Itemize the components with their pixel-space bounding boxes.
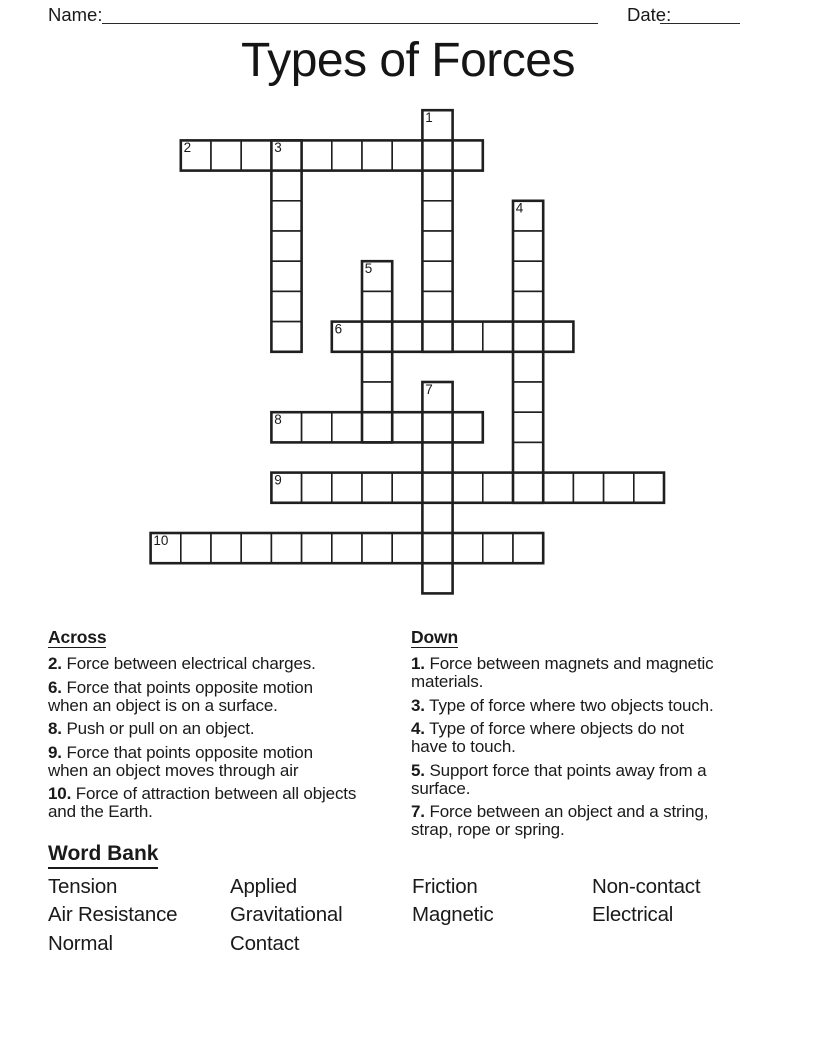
grid-clue-number: 8	[274, 412, 282, 427]
grid-clue-number: 9	[274, 472, 282, 488]
across-clues-section	[48, 629, 410, 827]
word-bank-word: Applied	[230, 875, 297, 898]
grid-cell[interactable]	[513, 382, 543, 412]
word-bank-word: Gravitational	[230, 903, 343, 927]
grid-cell[interactable]	[271, 322, 301, 352]
grid-cell[interactable]	[422, 442, 452, 472]
grid-cell[interactable]	[362, 291, 392, 321]
clue-10: 10. Force of attraction between all objects and the Earth.	[48, 784, 357, 821]
grid-cell[interactable]	[453, 473, 483, 503]
page-title: Types of Forces	[241, 34, 575, 87]
grid-cell[interactable]	[513, 352, 543, 382]
grid-cell[interactable]	[332, 140, 362, 170]
grid-cell[interactable]	[271, 533, 301, 563]
grid-cell[interactable]	[271, 261, 301, 291]
grid-cell[interactable]	[271, 171, 301, 201]
grid-cell[interactable]	[241, 533, 271, 563]
grid-cell[interactable]	[483, 473, 513, 503]
grid-cell[interactable]	[302, 533, 332, 563]
grid-cell[interactable]	[513, 442, 543, 472]
grid-cell[interactable]	[453, 140, 483, 170]
clue-number-label: 7.	[411, 802, 425, 821]
grid-cell[interactable]	[453, 412, 483, 442]
grid-cell[interactable]	[362, 473, 392, 503]
grid-cell[interactable]	[332, 473, 362, 503]
grid-cell[interactable]	[422, 291, 452, 321]
word-bank-grid	[48, 873, 788, 958]
grid-cell[interactable]	[573, 473, 603, 503]
grid-cell[interactable]	[453, 322, 483, 352]
grid-cell[interactable]	[543, 473, 573, 503]
grid-cell[interactable]	[422, 533, 452, 563]
clue-9: 9. Force that points opposite motion when an object moves through air	[48, 742, 313, 780]
name-label: Name:	[48, 4, 103, 25]
grid-cell[interactable]	[513, 533, 543, 563]
word-bank-section	[48, 842, 788, 958]
grid-cell[interactable]	[513, 261, 543, 291]
grid-clue-number: 4	[515, 200, 524, 216]
word-bank-word: Friction	[412, 875, 478, 898]
clue-number-label: 9.	[48, 742, 62, 762]
clue-number-label: 8.	[48, 719, 62, 738]
grid-cell[interactable]	[392, 412, 422, 442]
clue-number-label: 5.	[411, 760, 425, 780]
grid-cell[interactable]	[422, 322, 452, 352]
clue-4: 4. Type of force where objects do not have to touch.	[411, 719, 684, 756]
grid-cell[interactable]	[362, 533, 392, 563]
clue-number-label: 10.	[48, 784, 72, 803]
clue-3: 3. Type of force where two objects touch.	[411, 695, 714, 715]
grid-cell[interactable]	[422, 261, 452, 291]
grid-cell[interactable]	[181, 533, 211, 563]
grid-cell[interactable]	[634, 473, 664, 503]
grid-clue-number: 6	[334, 321, 343, 337]
grid-cell[interactable]	[241, 140, 271, 170]
grid-cell[interactable]	[513, 291, 543, 321]
across-heading: Across	[48, 627, 107, 647]
word-bank-word: Magnetic	[412, 903, 494, 927]
across-clue-list	[48, 655, 410, 821]
grid-cell[interactable]	[271, 231, 301, 261]
word-bank-word: Tension	[48, 875, 118, 898]
date-label: Date:	[627, 4, 672, 25]
grid-cell[interactable]	[453, 533, 483, 563]
grid-cell[interactable]	[302, 473, 332, 503]
grid-cell[interactable]	[362, 140, 392, 170]
clue-2: 2. Force between electrical charges.	[48, 654, 316, 673]
grid-cell[interactable]	[332, 533, 362, 563]
word-bank-word: Non-contact	[592, 875, 701, 898]
grid-cell[interactable]	[332, 412, 362, 442]
grid-cell[interactable]	[513, 473, 543, 503]
clue-number-label: 3.	[411, 695, 425, 715]
grid-cell[interactable]	[362, 352, 392, 382]
grid-cell[interactable]	[513, 412, 543, 442]
clue-number-label: 2.	[48, 654, 62, 673]
clue-1: 1. Force between magnets and magnetic materials.	[411, 654, 714, 691]
word-bank-word: Air Resistance	[48, 903, 178, 927]
grid-cell[interactable]	[302, 412, 332, 442]
grid-clue-number: 5	[364, 261, 373, 276]
grid-clue-number: 3	[274, 140, 282, 156]
grid-cell[interactable]	[302, 140, 332, 170]
grid-cell[interactable]	[604, 473, 634, 503]
grid-cell[interactable]	[362, 322, 392, 352]
grid-cell[interactable]	[422, 231, 452, 261]
grid-cell[interactable]	[422, 473, 452, 503]
clue-7: 7. Force between an object and a string, strap, rope or spring.	[411, 802, 709, 839]
grid-cell[interactable]	[422, 563, 452, 593]
clue-number-label: 4.	[411, 719, 425, 738]
grid-clue-number: 7	[425, 381, 433, 397]
word-bank-word: Electrical	[592, 903, 674, 927]
grid-cell[interactable]	[422, 201, 452, 231]
down-clues-section	[411, 629, 806, 845]
grid-cell[interactable]	[211, 533, 241, 563]
grid-cell[interactable]	[211, 140, 241, 170]
clue-8: 8. Push or pull on an object.	[48, 719, 255, 738]
grid-clue-number: 2	[183, 140, 192, 156]
grid-cell[interactable]	[513, 322, 543, 352]
grid-cell[interactable]	[271, 291, 301, 321]
grid-cell[interactable]	[422, 412, 452, 442]
grid-cell[interactable]	[392, 533, 422, 563]
grid-cell[interactable]	[483, 533, 513, 563]
word-bank-word: Contact	[230, 931, 300, 955]
clue-5: 5. Support force that points away from a surface.	[411, 760, 707, 798]
grid-cell[interactable]	[362, 412, 392, 442]
grid-cell[interactable]	[392, 473, 422, 503]
grid-cell[interactable]	[422, 503, 452, 533]
grid-clue-number: 10	[153, 532, 169, 548]
down-heading: Down	[411, 627, 459, 647]
grid-cell[interactable]	[392, 322, 422, 352]
grid-cell[interactable]	[271, 201, 301, 231]
grid-cell[interactable]	[543, 322, 573, 352]
grid-cell[interactable]	[483, 322, 513, 352]
grid-cell[interactable]	[392, 140, 422, 170]
grid-cell[interactable]	[513, 231, 543, 261]
grid-cell[interactable]	[422, 171, 452, 201]
down-clue-list	[411, 655, 806, 839]
grid-cell[interactable]	[362, 382, 392, 412]
clue-number-label: 1.	[411, 654, 425, 673]
grid-cell[interactable]	[422, 140, 452, 170]
clue-6: 6. Force that points opposite motion when an object is on a surface.	[48, 677, 313, 715]
clue-number-label: 6.	[48, 677, 62, 697]
word-bank-heading: Word Bank	[48, 842, 158, 869]
word-bank-word: Normal	[48, 931, 113, 955]
grid-clue-number: 1	[425, 110, 433, 125]
